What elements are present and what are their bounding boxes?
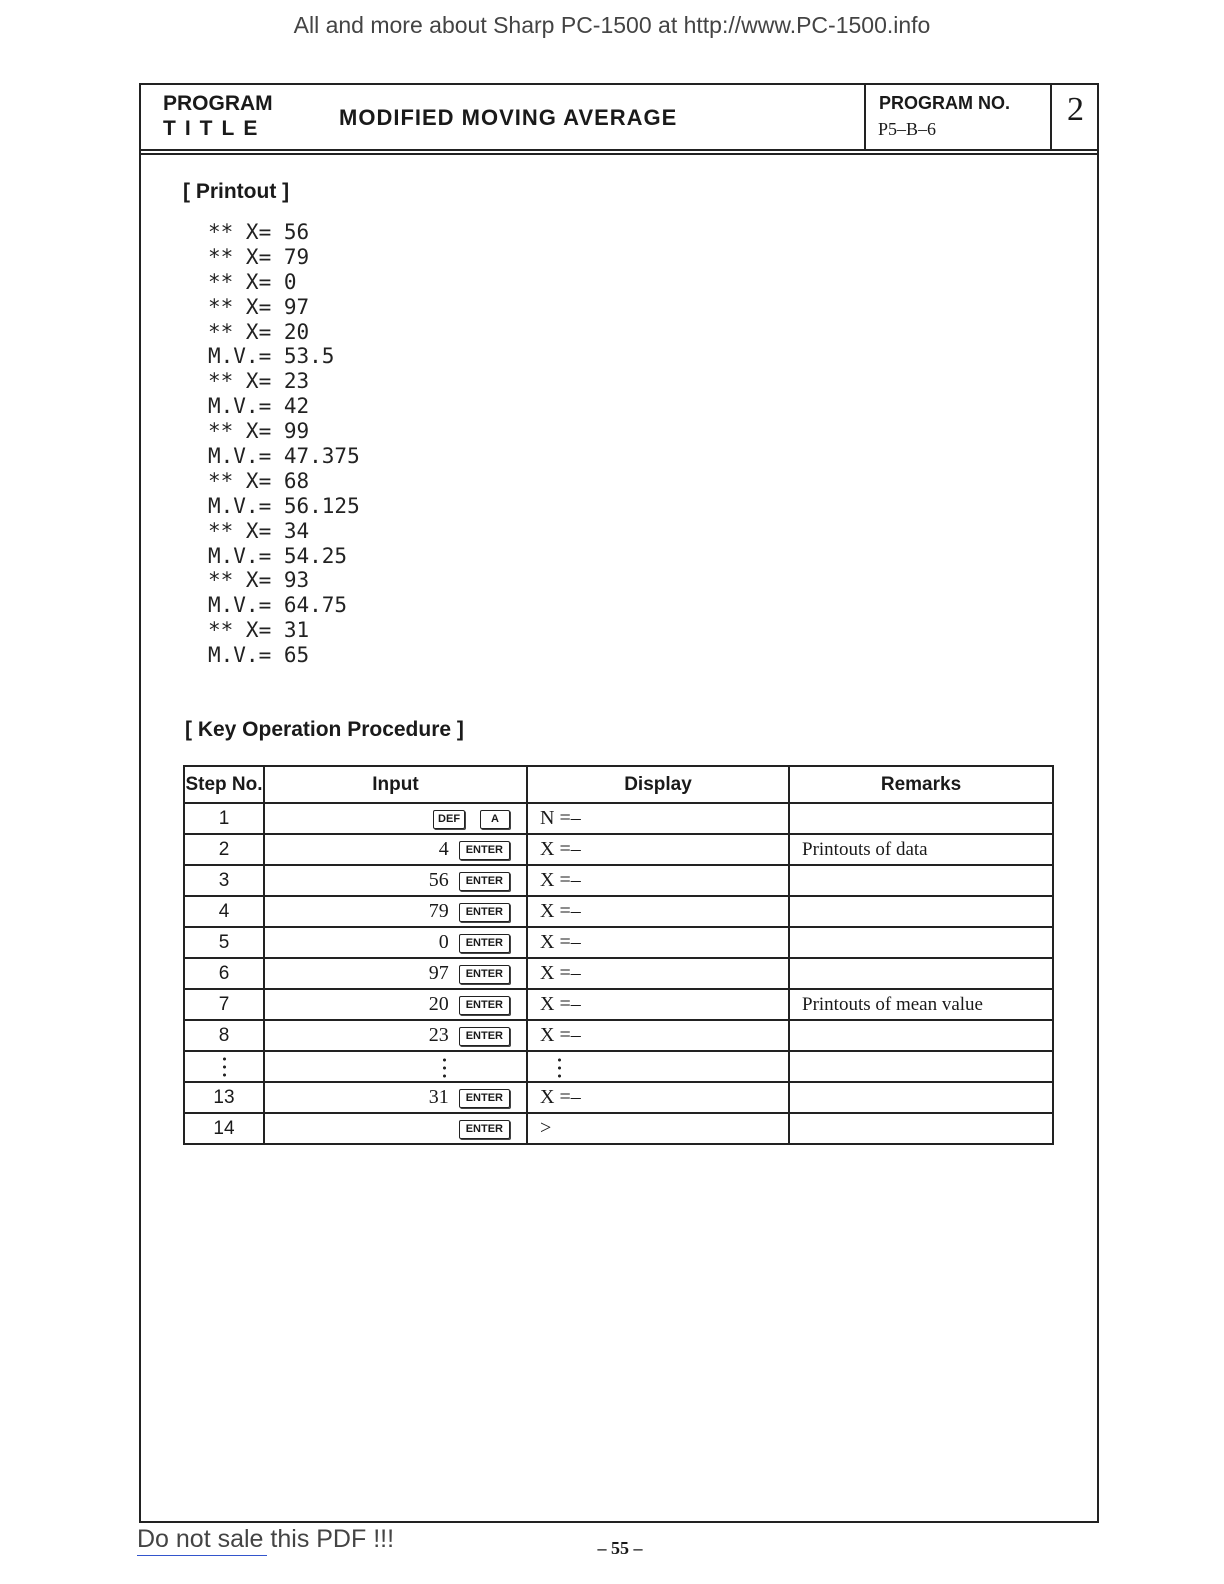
printout-line: ** X= 34 [208,518,310,543]
key-operation-table [183,765,1054,1145]
enter-key: ENTER [459,872,510,891]
step-cell: 4 [184,896,264,927]
input-value: 79 [428,900,449,922]
page-index: 2 [1067,91,1084,128]
printout-line: ** X= 31 [208,618,310,643]
table-row [184,1113,1053,1144]
input-value: 97 [428,962,449,984]
display-cell: X =– [527,1082,789,1113]
table-row [184,989,1053,1020]
program-label-line1: PROGRAM [163,92,273,115]
enter-key: ENTER [459,1120,510,1139]
vertical-ellipsis-icon [443,1056,446,1078]
printout-line: M.V.= 64.75 [208,593,348,618]
printout-line: ** X= 99 [208,419,310,444]
key-operation-heading: [ Key Operation Procedure ] [185,718,464,741]
page-index-box [1050,85,1099,149]
table-row [184,865,1053,896]
printout-line: M.V.= 42 [208,394,310,419]
input-cell [264,1082,527,1113]
display-cell: N =– [527,803,789,834]
input-value: 31 [428,1086,449,1108]
printout-line: M.V.= 65 [208,643,310,668]
table-row [184,958,1053,989]
remarks-cell [789,1082,1053,1113]
input-cell [264,927,527,958]
remarks-cell [789,927,1053,958]
def-key: DEF [433,810,465,829]
remarks-cell: Printouts of mean value [789,989,1053,1020]
table-row [184,1082,1053,1113]
display-cell: X =– [527,989,789,1020]
step-cell: 3 [184,865,264,896]
input-value: 23 [428,1024,449,1046]
input-cell [264,896,527,927]
input-ellipsis [264,1051,527,1082]
enter-key: ENTER [459,934,510,953]
remarks-cell [789,1020,1053,1051]
input-cell [264,834,527,865]
step-cell: 8 [184,1020,264,1051]
enter-key: ENTER [459,903,510,922]
printout-line: ** X= 0 [208,269,297,294]
input-cell [264,958,527,989]
input-value: 20 [428,993,449,1015]
printout-line: M.V.= 56.125 [208,493,360,518]
program-title: MODIFIED MOVING AVERAGE [339,105,678,130]
remarks-cell [789,1113,1053,1144]
table-row [184,896,1053,927]
enter-key: ENTER [459,965,510,984]
enter-key: ENTER [459,841,510,860]
column-header-remarks: Remarks [789,766,1053,803]
input-value: 4 [438,838,449,860]
remarks-cell [789,958,1053,989]
vertical-ellipsis-icon [558,1056,561,1078]
printout-line: ** X= 20 [208,319,310,344]
a-key: A [480,810,510,829]
remarks-cell: Printouts of data [789,834,1053,865]
program-number-label: PROGRAM NO. [879,93,1011,113]
program-title-label [163,91,273,141]
page-number: – 55 – [597,1538,643,1558]
program-label-line2: TITLE [163,117,267,140]
input-cell [264,1020,527,1051]
printout-line: ** X= 56 [208,220,310,244]
display-cell: > [527,1113,789,1144]
table-header-row [184,766,1053,803]
title-divider [141,153,1097,155]
printout-line: ** X= 68 [208,468,310,493]
printout-line: ** X= 93 [208,568,310,593]
column-header-input: Input [264,766,527,803]
step-cell: 1 [184,803,264,834]
table-row [184,803,1053,834]
remarks-ellipsis [789,1051,1053,1082]
input-cell [264,865,527,896]
display-cell: X =– [527,958,789,989]
step-cell: 2 [184,834,264,865]
program-number: P5–B–6 [878,119,937,139]
display-cell: X =– [527,865,789,896]
remarks-cell [789,803,1053,834]
display-ellipsis [527,1051,789,1082]
enter-key: ENTER [459,1089,510,1108]
step-cell: 5 [184,927,264,958]
pdf-warning-text: Do not sale this PDF !!! [137,1525,395,1553]
column-header-step: Step No. [184,766,264,803]
title-block [141,85,1097,151]
enter-key: ENTER [459,1027,510,1046]
step-ellipsis [184,1051,264,1082]
display-cell: X =– [527,896,789,927]
display-cell: X =– [527,1020,789,1051]
column-header-display: Display [527,766,789,803]
site-header-note: All and more about Sharp PC-1500 at http://www.PC-1500.info [293,12,931,38]
remarks-cell [789,865,1053,896]
input-value: 56 [428,869,449,891]
vertical-ellipsis-icon [223,1055,226,1077]
printout-line: M.V.= 47.375 [208,444,360,469]
step-cell: 6 [184,958,264,989]
step-cell: 13 [184,1082,264,1113]
printout-listing [208,220,360,668]
remarks-cell [789,896,1053,927]
program-number-box [864,85,1052,149]
table-row [184,834,1053,865]
display-cell: X =– [527,834,789,865]
printout-line: M.V.= 54.25 [208,543,348,568]
printout-line: ** X= 23 [208,369,310,394]
input-cell [264,1113,527,1144]
input-value: 0 [438,931,449,953]
input-cell [264,803,527,834]
input-cell [264,989,527,1020]
enter-key: ENTER [459,996,510,1015]
ellipsis-row [184,1051,1053,1082]
table-row [184,927,1053,958]
printout-line: ** X= 79 [208,244,310,269]
table-row [184,1020,1053,1051]
printout-line: ** X= 97 [208,294,310,319]
printout-line: M.V.= 53.5 [208,344,335,369]
step-cell: 7 [184,989,264,1020]
display-cell: X =– [527,927,789,958]
pdf-warning-link[interactable] [137,1525,395,1556]
printout-heading: [ Printout ] [183,180,290,203]
step-cell: 14 [184,1113,264,1144]
